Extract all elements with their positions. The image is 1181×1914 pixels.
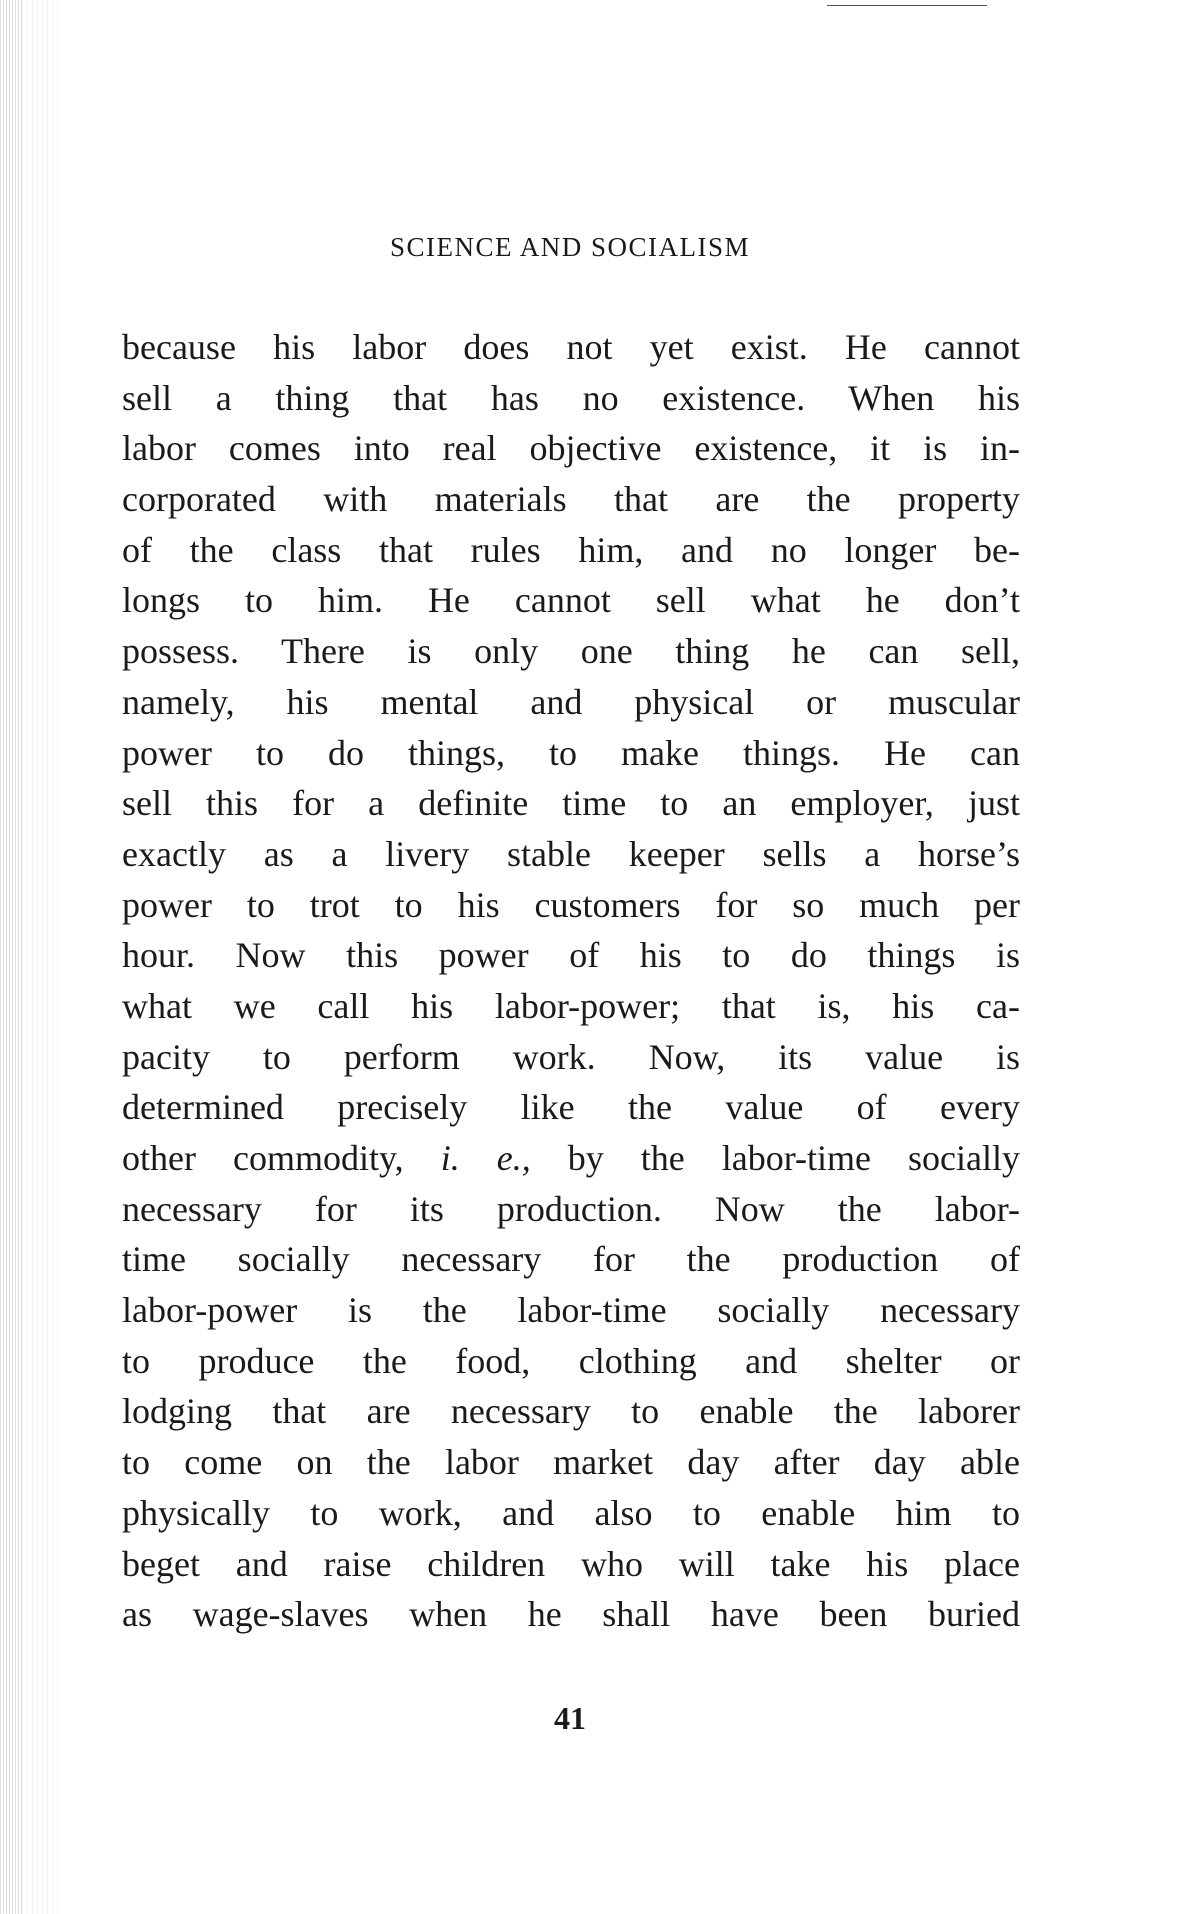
text-line: hour. Now this power of his to do things is bbox=[122, 935, 1020, 976]
top-rule bbox=[827, 5, 987, 6]
text-line: sell this for a definite time to an employer, just bbox=[122, 783, 1020, 824]
text-line: because his labor does not yet exist. He cannot bbox=[122, 327, 1020, 367]
text-line: labor comes into real objective existence, it is in- bbox=[122, 428, 1020, 469]
running-header: SCIENCE AND SOCIALISM bbox=[389, 232, 751, 262]
text-line: of the class that rules him, and no longer be- bbox=[122, 529, 1020, 570]
text-line: lodging that are necessary to enable the laborer bbox=[122, 1391, 1020, 1432]
text-line: physically to work, and also to enable him to bbox=[122, 1492, 1020, 1533]
text-line: as wage-slaves when he shall have been buried bbox=[122, 1594, 1020, 1635]
text-line: to produce the food, clothing and shelter or bbox=[122, 1340, 1020, 1381]
text-line: time socially necessary for the production of bbox=[122, 1239, 1020, 1280]
text-line: what we call his labor-power; that is, his ca- bbox=[122, 985, 1020, 1026]
page-number: 41 bbox=[554, 1700, 586, 1736]
text-line: to come on the labor market day after day able bbox=[122, 1442, 1020, 1483]
text-line: labor-power is the labor-time socially necessary bbox=[122, 1290, 1020, 1331]
text-line: namely, his mental and physical or muscular bbox=[122, 681, 1020, 722]
text-line: determined precisely like the value of every bbox=[122, 1087, 1020, 1128]
text-line: beget and raise children who will take his place bbox=[122, 1543, 1020, 1584]
text-line: necessary for its production. Now the labor- bbox=[122, 1188, 1020, 1229]
text-line: corporated with materials that are the property bbox=[122, 479, 1020, 520]
page-edge-shading bbox=[0, 0, 22, 1914]
text-line: possess. There is only one thing he can sell, bbox=[122, 631, 1020, 672]
text-line: other commodity, i. e., by the labor-time socially bbox=[122, 1138, 1020, 1178]
text-line: pacity to perform work. Now, its value is bbox=[122, 1036, 1020, 1077]
page-edge-shading-faint bbox=[22, 0, 62, 1914]
italic-abbreviation: i. e., bbox=[440, 1138, 531, 1178]
text-line: sell a thing that has no existence. When his bbox=[122, 377, 1020, 418]
text-line: exactly as a livery stable keeper sells a horse’s bbox=[122, 833, 1020, 874]
text-line: power to trot to his customers for so much per bbox=[122, 884, 1020, 925]
body-text bbox=[122, 322, 1020, 1640]
text-line: power to do things, to make things. He can bbox=[122, 732, 1020, 773]
text-line: longs to him. He cannot sell what he don’t bbox=[122, 580, 1020, 621]
